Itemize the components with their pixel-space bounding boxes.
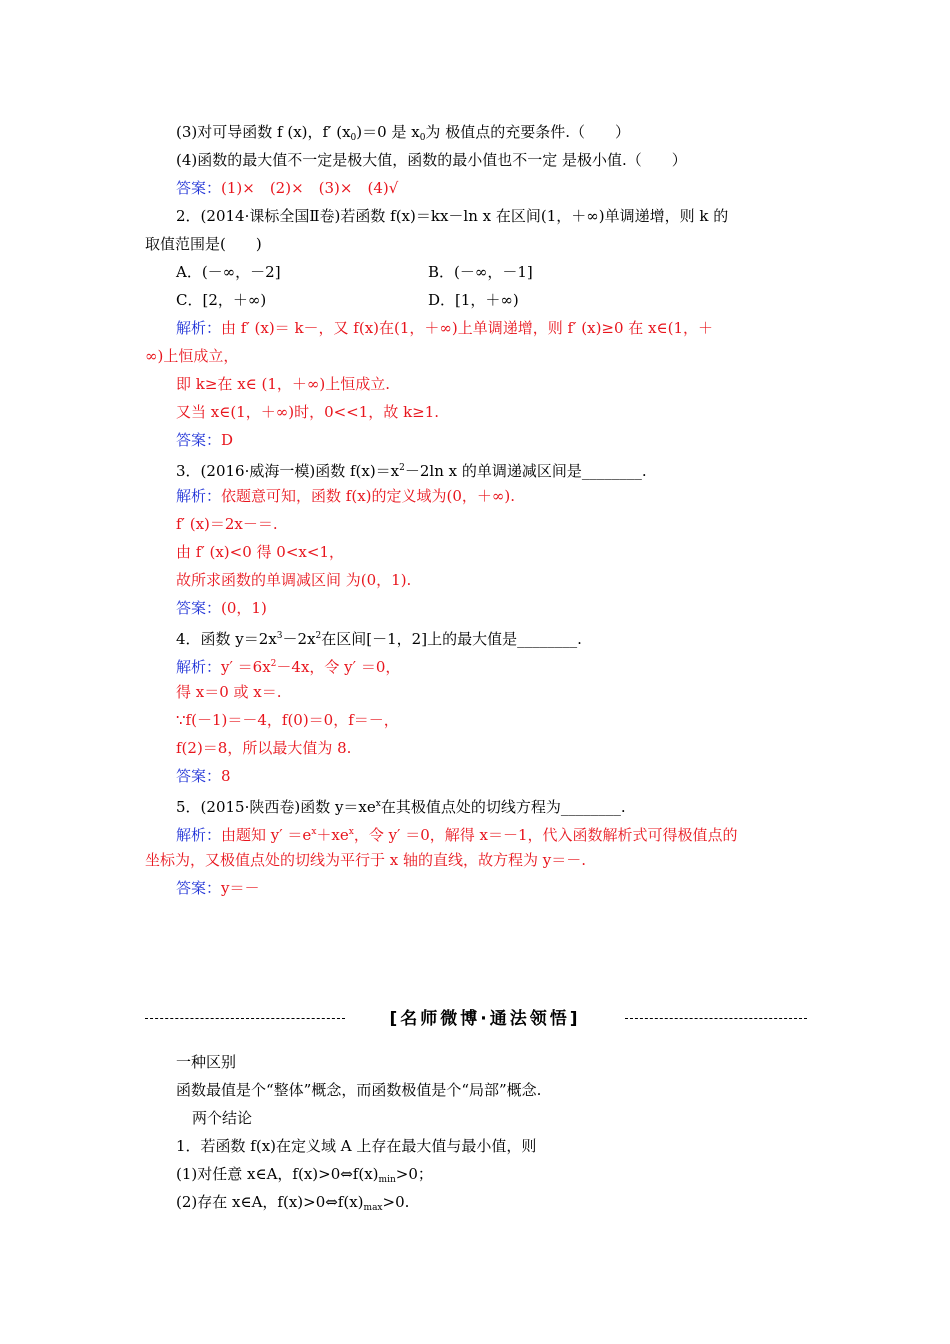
paragraph-difference: 函数最值是个“整体”概念，而函数极值是个“局部”概念.	[176, 1081, 542, 1099]
option-b: B．(－∞，－1]	[428, 263, 533, 281]
q2-analysis-1	[176, 318, 713, 338]
question-4-text-a: 4．函数 y＝2x	[176, 630, 277, 648]
question-3-stem	[176, 458, 647, 478]
q3-analysis-3: 由 f′ (x)<0 得 0<x<1，	[176, 543, 344, 561]
superscript: 3	[276, 631, 283, 641]
answer-label: 答案：	[176, 599, 222, 617]
q3-analysis-4: 故所求函数的单调减区间 为(0，1).	[176, 571, 412, 589]
conclusion-text-b: >0；	[395, 1165, 433, 1183]
question-5-text-a: 5．(2015·陕西卷)函数 y＝xe	[176, 798, 376, 816]
answer-text: 8	[221, 767, 231, 785]
answer-label: 答案：	[176, 879, 222, 897]
question-5-text-b: 在其极值点处的切线方程为________.	[380, 798, 626, 816]
answer-line-q4	[176, 766, 231, 786]
subscript-min: min	[378, 1175, 396, 1185]
divider-title: [名师微博·通法领悟]	[389, 1009, 581, 1029]
analysis-text-b: ＋xe	[316, 826, 349, 844]
heading-one-difference: 一种区别	[176, 1053, 237, 1071]
conclusion-1-part-1	[176, 1164, 433, 1184]
answer-text: y＝－	[221, 879, 260, 897]
conclusion-text-a: (2)存在 x∈A，f(x)>0⇔f(x)	[176, 1193, 364, 1211]
answer-label: 答案：	[176, 431, 222, 449]
analysis-label: 解析：	[176, 658, 222, 676]
q2-analysis-2: ∞)上恒成立，	[145, 347, 239, 365]
superscript: x	[348, 827, 354, 837]
q4-analysis-1	[176, 654, 400, 674]
superscript: 2	[270, 659, 277, 669]
q4-analysis-4: f(2)＝8，所以最大值为 8.	[176, 739, 352, 757]
answer-text: D	[221, 431, 234, 449]
answer-text: (1)× (2)× (3)× (4)√	[221, 179, 399, 197]
analysis-text-c: ，令 y′ ＝0，解得 x＝－1，代入函数解析式可得极值点的	[353, 826, 738, 844]
analysis-label: 解析：	[176, 319, 222, 337]
answer-label: 答案：	[176, 179, 222, 197]
option-c: C．[2，＋∞)	[176, 291, 267, 309]
analysis-text-a: 由题知 y′ ＝e	[221, 826, 312, 844]
statement-3-text-c: 为 极值点的充要条件.（ ）	[425, 123, 630, 141]
analysis-text-a: y′ ＝6x	[221, 658, 271, 676]
section-divider	[145, 1007, 807, 1031]
heading-two-conclusions: 两个结论	[192, 1109, 253, 1127]
q5-analysis-1	[176, 822, 738, 842]
analysis-label: 解析：	[176, 826, 222, 844]
question-3-text-a: 3．(2016·威海一模)函数 f(x)＝x	[176, 462, 400, 480]
q4-analysis-2: 得 x＝0 或 x＝.	[176, 683, 282, 701]
statement-3	[176, 122, 630, 142]
statement-4: (4)函数的最大值不一定是极大值，函数的最小值也不一定 是极小值.（ ）	[176, 151, 687, 169]
question-2-stem: 2．(2014·课标全国Ⅱ卷)若函数 f(x)＝kx－ln x 在区间(1，＋∞)单调递增，则 k 的	[176, 207, 729, 225]
superscript: x	[375, 799, 381, 809]
conclusion-text-b: >0.	[382, 1193, 410, 1211]
answer-line-q2	[176, 430, 233, 450]
q5-analysis-2: 坐标为，又极值点处的切线为平行于 x 轴的直线，故方程为 y＝－.	[145, 851, 587, 869]
question-3-text-b: －2ln x 的单调递减区间是________.	[404, 462, 647, 480]
q2-analysis-3: 即 k≥在 x∈ (1，＋∞)上恒成立.	[176, 375, 391, 393]
analysis-label: 解析：	[176, 487, 222, 505]
divider-dash-left	[145, 1018, 345, 1019]
q3-analysis-2: f′ (x)＝2x－＝.	[176, 515, 278, 533]
option-d: D．[1，＋∞)	[428, 291, 519, 309]
q2-analysis-4: 又当 x∈(1，＋∞)时，0<<1，故 k≥1.	[176, 403, 440, 421]
question-5-stem	[176, 794, 626, 814]
question-4-text-c: 在区间[－1，2]上的最大值是________.	[321, 630, 582, 648]
answer-text: (0，1)	[221, 599, 267, 617]
divider-dash-right	[625, 1018, 807, 1019]
q4-analysis-3: ∵f(－1)＝－4，f(0)＝0，f＝－，	[176, 711, 399, 729]
answer-label: 答案：	[176, 767, 222, 785]
question-2-stem-cont: 取值范围是( )	[145, 235, 262, 253]
superscript: x	[311, 827, 317, 837]
analysis-text: 由 f′ (x)＝ k－，又 f(x)在(1，＋∞)上单调递增，则 f′ (x)≥0 在 x∈(1，＋	[221, 319, 714, 337]
conclusion-1: 1．若函数 f(x)在定义域 A 上存在最大值与最小值，则	[176, 1137, 537, 1155]
analysis-text: 依题意可知，函数 f(x)的定义域为(0，＋∞).	[221, 487, 516, 505]
subscript-0: 0	[419, 133, 426, 143]
superscript: 2	[315, 631, 322, 641]
conclusion-1-part-2	[176, 1192, 409, 1212]
statement-3-text: (3)对可导函数 f (x)，f′ (x	[176, 123, 351, 141]
answer-line-q3	[176, 598, 267, 618]
analysis-text-b: －4x，令 y′ ＝0，	[276, 658, 401, 676]
question-4-text-b: －2x	[282, 630, 316, 648]
conclusion-text-a: (1)对任意 x∈A，f(x)>0⇔f(x)	[176, 1165, 379, 1183]
answer-line-q5	[176, 878, 260, 898]
option-a: A．(－∞，－2]	[176, 263, 281, 281]
q3-analysis-1	[176, 486, 515, 506]
subscript-max: max	[363, 1203, 383, 1213]
subscript-0: 0	[350, 133, 357, 143]
answer-line-q1	[176, 178, 398, 198]
statement-3-text-b: )＝0 是 x	[356, 123, 420, 141]
superscript: 2	[399, 463, 405, 473]
question-4-stem	[176, 626, 582, 646]
